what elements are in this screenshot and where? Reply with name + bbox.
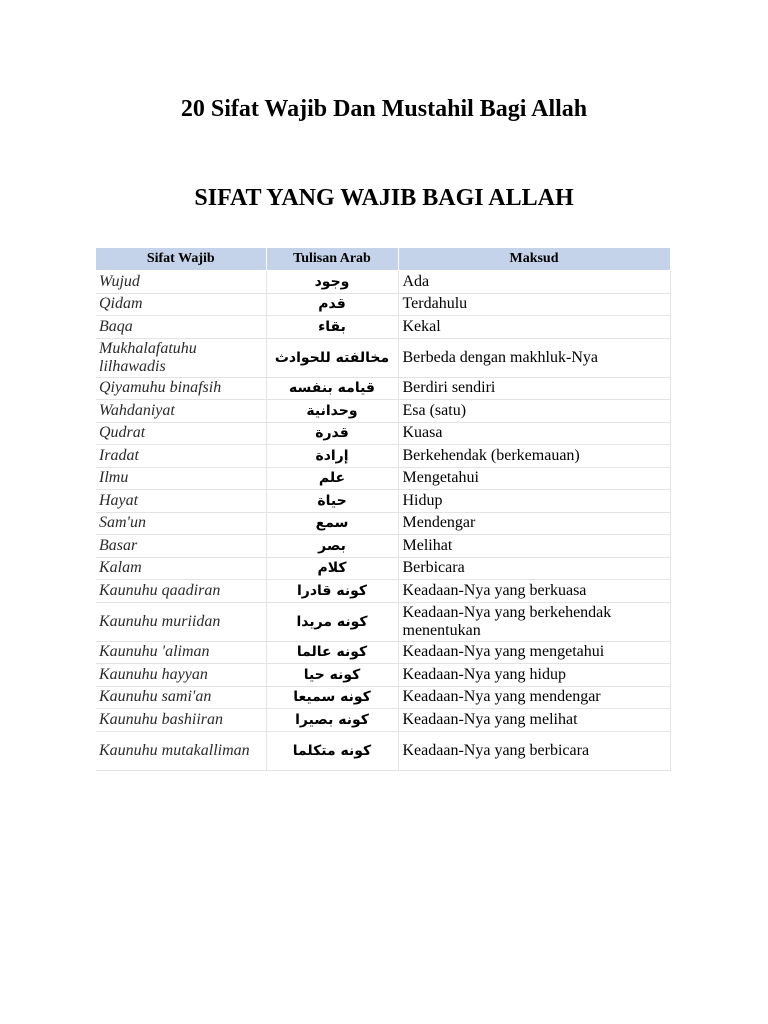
sifat-name-cell: Kaunuhu bashiiran — [96, 709, 266, 732]
table-row — [96, 641, 670, 664]
table-row — [96, 580, 670, 603]
table-row — [96, 400, 670, 423]
meaning-cell: Kuasa — [398, 422, 670, 445]
arabic-text-cell: بقاء — [266, 316, 398, 339]
arabic-text-cell: كلام — [266, 557, 398, 580]
meaning-cell: Keadaan-Nya yang mengetahui — [398, 641, 670, 664]
table-row — [96, 535, 670, 558]
sifat-name-cell: Sam'un — [96, 512, 266, 535]
sifat-name-cell: Qudrat — [96, 422, 266, 445]
meaning-cell: Keadaan-Nya yang melihat — [398, 709, 670, 732]
table-row — [96, 731, 670, 770]
sifat-name-cell: Kalam — [96, 557, 266, 580]
arabic-text-cell: إرادة — [266, 445, 398, 468]
sifat-name-cell: Ilmu — [96, 467, 266, 490]
arabic-text-cell: كونه مريدا — [266, 602, 398, 641]
meaning-cell: Keadaan-Nya yang mendengar — [398, 686, 670, 709]
table-row — [96, 293, 670, 316]
meaning-cell: Mengetahui — [398, 467, 670, 490]
table-row — [96, 602, 670, 641]
arabic-text-cell: وجود — [266, 271, 398, 294]
table-row — [96, 338, 670, 377]
meaning-cell: Melihat — [398, 535, 670, 558]
sifat-name-cell: Wujud — [96, 271, 266, 294]
meaning-cell: Berbicara — [398, 557, 670, 580]
arabic-text-cell: كونه قادرا — [266, 580, 398, 603]
meaning-cell: Keadaan-Nya yang berbicara — [398, 731, 670, 770]
meaning-cell: Keadaan-Nya yang berkehendak menentukan — [398, 602, 670, 641]
meaning-cell: Mendengar — [398, 512, 670, 535]
table-row — [96, 422, 670, 445]
table-row — [96, 709, 670, 732]
arabic-text-cell: حياة — [266, 490, 398, 513]
meaning-cell: Hidup — [398, 490, 670, 513]
sifat-name-cell: Kaunuhu 'aliman — [96, 641, 266, 664]
meaning-cell: Berbeda dengan makhluk-Nya — [398, 338, 670, 377]
table-row — [96, 467, 670, 490]
sifat-name-cell: Kaunuhu muriidan — [96, 602, 266, 641]
header-maksud: Maksud — [398, 248, 670, 271]
header-tulisan-arab: Tulisan Arab — [266, 248, 398, 271]
arabic-text-cell: كونه حيا — [266, 664, 398, 687]
meaning-cell: Ada — [398, 271, 670, 294]
arabic-text-cell: قدم — [266, 293, 398, 316]
meaning-cell: Kekal — [398, 316, 670, 339]
sifat-name-cell: Baqa — [96, 316, 266, 339]
table-row — [96, 377, 670, 400]
sifat-name-cell: Kaunuhu mutakalliman — [96, 731, 266, 770]
arabic-text-cell: قيامه بنفسه — [266, 377, 398, 400]
table-row — [96, 316, 670, 339]
arabic-text-cell: كونه متكلما — [266, 731, 398, 770]
table-row — [96, 512, 670, 535]
arabic-text-cell: بصر — [266, 535, 398, 558]
sifat-name-cell: Wahdaniyat — [96, 400, 266, 423]
arabic-text-cell: علم — [266, 467, 398, 490]
table-row — [96, 490, 670, 513]
table-header-row — [96, 248, 670, 271]
arabic-text-cell: سمع — [266, 512, 398, 535]
sifat-name-cell: Qiyamuhu binafsih — [96, 377, 266, 400]
meaning-cell: Keadaan-Nya yang hidup — [398, 664, 670, 687]
meaning-cell: Berkehendak (berkemauan) — [398, 445, 670, 468]
sifat-name-cell: Kaunuhu hayyan — [96, 664, 266, 687]
arabic-text-cell: كونه بصيرا — [266, 709, 398, 732]
arabic-text-cell: كونه عالما — [266, 641, 398, 664]
meaning-cell: Esa (satu) — [398, 400, 670, 423]
sifat-name-cell: Hayat — [96, 490, 266, 513]
arabic-text-cell: كونه سميعا — [266, 686, 398, 709]
arabic-text-cell: وحدانية — [266, 400, 398, 423]
sifat-name-cell: Iradat — [96, 445, 266, 468]
meaning-cell: Keadaan-Nya yang berkuasa — [398, 580, 670, 603]
sifat-name-cell: Mukhalafatuhu lilhawadis — [96, 338, 266, 377]
sifat-name-cell: Kaunuhu qaadiran — [96, 580, 266, 603]
arabic-text-cell: قدرة — [266, 422, 398, 445]
sifat-wajib-table — [96, 248, 671, 771]
table-row — [96, 686, 670, 709]
document-title: 20 Sifat Wajib Dan Mustahil Bagi Allah — [180, 96, 588, 122]
sifat-name-cell: Basar — [96, 535, 266, 558]
section-heading: SIFAT YANG WAJIB BAGI ALLAH — [194, 185, 574, 211]
table-row — [96, 271, 670, 294]
arabic-text-cell: مخالفته للحوادث — [266, 338, 398, 377]
header-sifat-wajib: Sifat Wajib — [96, 248, 266, 271]
table-row — [96, 664, 670, 687]
table-row — [96, 445, 670, 468]
sifat-name-cell: Kaunuhu sami'an — [96, 686, 266, 709]
meaning-cell: Berdiri sendiri — [398, 377, 670, 400]
meaning-cell: Terdahulu — [398, 293, 670, 316]
sifat-name-cell: Qidam — [96, 293, 266, 316]
table-row — [96, 557, 670, 580]
